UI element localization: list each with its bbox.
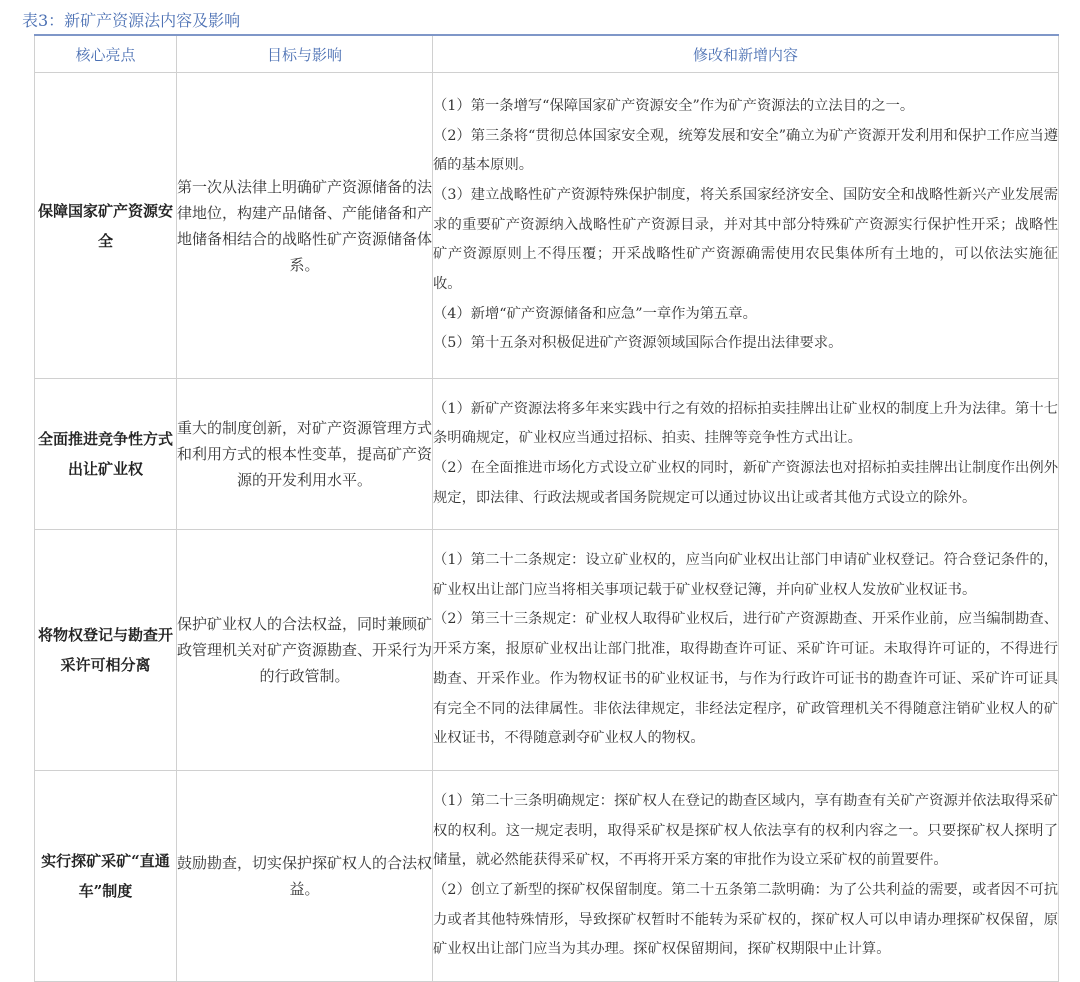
- header-goal: 目标与影响: [177, 35, 433, 73]
- table-header-row: [35, 35, 1059, 73]
- table-caption: 表3：新矿产资源法内容及影响: [22, 11, 241, 30]
- table-row: [35, 73, 1059, 379]
- row-goal: 第一次从法律上明确矿产资源储备的法律地位，构建产品储备、产能储备和产地储备相结合的战略性矿产资源储备体系。: [177, 73, 433, 379]
- content-item: （5）第十五条对积极促进矿产资源领域国际合作提出法律要求。: [433, 335, 843, 352]
- table-row: [35, 530, 1059, 771]
- row-content: [433, 73, 1059, 379]
- row-goal: 重大的制度创新，对矿产资源管理方式和利用方式的根本性变革，提高矿产资源的开发利用水平。: [177, 379, 433, 530]
- content-item: （2）第三十三条规定：矿业权人取得矿业权后，进行矿产资源勘查、开采作业前，应当编制勘查、开采方案，报原矿业权出让部门批准，取得勘查许可证、采矿许可证。未取得许可证的，不得进行勘查、开采作业。作为物权证书的矿业权证书，与作为行政许可证书的勘查许可证、采矿许可证具有完全不同的法律属性。非依法律规定，非经法定程序，矿政管理机关不得随意注销矿业权人的矿业权证书，不得随意剥夺矿业权人的物权。: [433, 611, 1058, 747]
- content-item: （1）第二十二条规定：设立矿业权的，应当向矿业权出让部门申请矿业权登记。符合登记条件的，矿业权出让部门应当将相关事项记载于矿业权登记簿，并向矿业权人发放矿业权证书。: [433, 552, 1058, 598]
- content-item: （4）新增“矿产资源储备和应急”一章作为第五章。: [433, 305, 757, 322]
- header-content: 修改和新增内容: [433, 35, 1059, 73]
- row-content: [433, 530, 1059, 771]
- content-item: （1）新矿产资源法将多年来实践中行之有效的招标拍卖挂牌出让矿业权的制度上升为法律。第十七条明确规定，矿业权应当通过招标、拍卖、挂牌等竞争性方式出让。: [433, 400, 1058, 447]
- row-content: [433, 771, 1059, 982]
- content-item: （2）在全面推进市场化方式设立矿业权的同时，新矿产资源法也对招标拍卖挂牌出让制度作出例外规定，即法律、行政法规或者国务院规定可以通过协议出让或者其他方式设立的除外。: [433, 460, 1058, 506]
- content-item: （2）创立了新型的探矿权保留制度。第二十五条第二款明确：为了公共利益的需要，或者因不可抗力或者其他特殊情形，导致探矿权暂时不能转为采矿权的，探矿权人可以申请办理探矿权保留，原矿业权出让部门应当为其办理。探矿权保留期间，探矿权期限中止计算。: [433, 882, 1058, 958]
- row-highlight: 全面推进竞争性方式出让矿业权: [35, 379, 177, 530]
- content-item: （3）建立战略性矿产资源特殊保护制度，将关系国家经济安全、国防安全和战略性新兴产业发展需求的重要矿产资源纳入战略性矿产资源目录，并对其中部分特殊矿产资源实行保护性开采；战略性矿产资源原则上不得压覆；开采战略性矿产资源确需使用农民集体所有土地的，可以依法实施征收。: [433, 186, 1058, 293]
- row-goal: 鼓励勘查，切实保护探矿权人的合法权益。: [177, 771, 433, 982]
- row-highlight: 将物权登记与勘查开采许可相分离: [35, 530, 177, 771]
- content-item: （1）第一条增写“保障国家矿产资源安全”作为矿产资源法的立法目的之一。: [433, 97, 915, 114]
- row-goal: 保护矿业权人的合法权益，同时兼顾矿政管理机关对矿产资源勘查、开采行为的行政管制。: [177, 530, 433, 771]
- row-highlight: 实行探矿采矿“直通车”制度: [35, 771, 177, 982]
- table-row: [35, 379, 1059, 530]
- row-highlight: 保障国家矿产资源安全: [35, 73, 177, 379]
- table-row: [35, 771, 1059, 982]
- content-item: （2）第三条将“贯彻总体国家安全观，统筹发展和安全”确立为矿产资源开发利用和保护工作应当遵循的基本原则。: [433, 127, 1058, 174]
- row-content: [433, 379, 1059, 530]
- header-highlight: 核心亮点: [35, 35, 177, 73]
- content-table: [34, 34, 1059, 982]
- content-item: （1）第二十三条明确规定：探矿权人在登记的勘查区域内，享有勘查有关矿产资源并依法取得采矿权的权利。这一规定表明，取得采矿权是探矿权人依法享有的权利内容之一。只要探矿权人探明了储量，就必然能获得采矿权，不再将开采方案的审批作为设立采矿权的前置要件。: [433, 792, 1058, 869]
